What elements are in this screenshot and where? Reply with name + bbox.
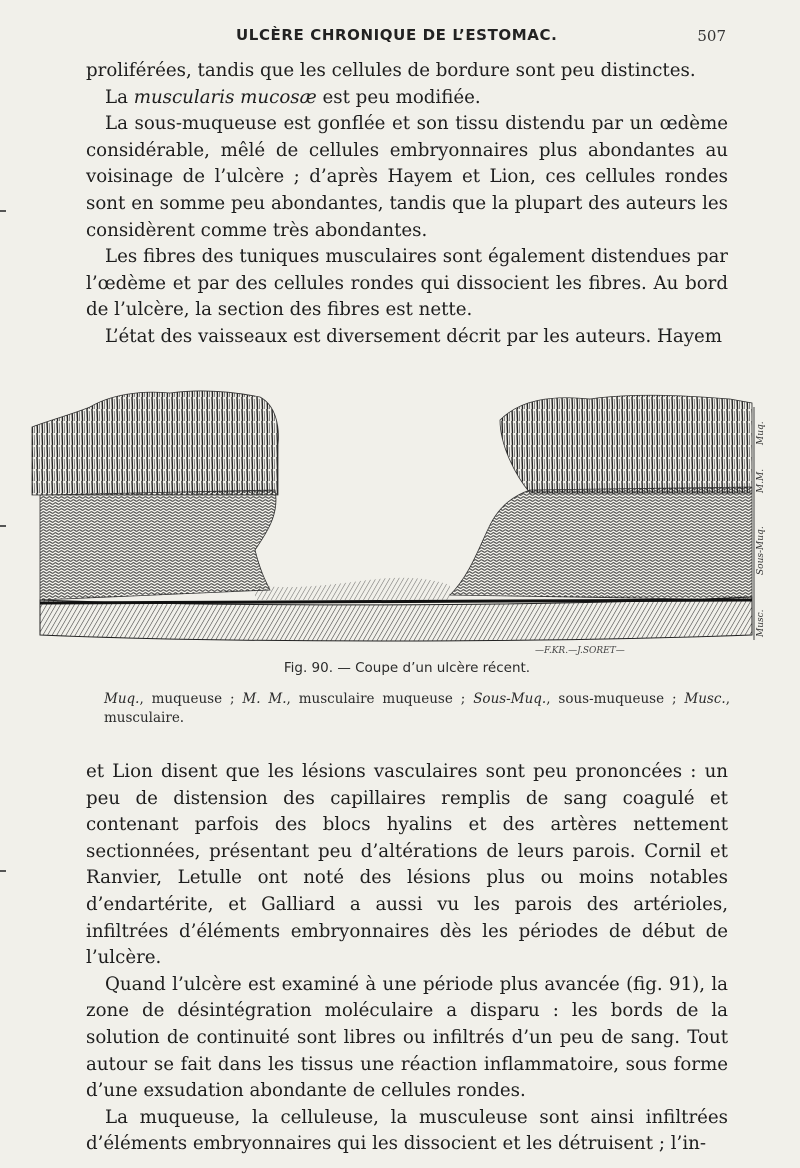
- ulcer-floor: [255, 578, 450, 600]
- left-submucosa: [40, 490, 276, 600]
- margin-mark: [0, 870, 6, 872]
- engraver-signature: —F.KR.—J.SORET—: [535, 646, 625, 656]
- figure-legend: Muq., muqueuse ; M. M., musculaire muqueuse ; Sous-Muq., sous-muqueuse ; Musc., musculaire.: [104, 691, 730, 726]
- paragraph: La muscularis mucosæ est peu modifiée.: [105, 86, 481, 108]
- legend-abbr: Musc.: [684, 691, 726, 707]
- right-submucosa: [450, 487, 752, 600]
- label-sousmuq: Sous-Muq.: [756, 526, 766, 575]
- label-mm: M.M.: [756, 468, 766, 493]
- paragraph: Les fibres des tuniques musculaires sont également distendues par l’œdème et par des cellules rondes qui dissocient les fibres. Au bord de l’ulcère, la section des fibres est nette.: [86, 246, 728, 321]
- right-mucosa: [500, 395, 752, 493]
- ulcer-section-figure: [30, 385, 770, 660]
- bottom-text-block: [86, 759, 728, 1158]
- paragraph: L’état des vaisseaux est diversement décrit par les auteurs. Hayem: [105, 325, 723, 347]
- label-musc: Musc.: [756, 609, 766, 637]
- margin-mark: [0, 525, 6, 527]
- running-title: ULCÈRE CHRONIQUE DE L’ESTOMAC.: [236, 26, 558, 44]
- left-mucosa: [32, 391, 278, 495]
- histology-illustration: [30, 385, 770, 660]
- paragraph: proliférées, tandis que les cellules de bordure sont peu distinctes.: [86, 60, 696, 81]
- page-number: 507: [697, 27, 726, 45]
- legend-abbr: Sous-Muq.: [473, 691, 547, 707]
- page-header: [86, 26, 726, 48]
- legend-abbr: M. M.: [242, 691, 287, 707]
- paragraph: et Lion disent que les lésions vasculaires sont peu prononcées : un peu de distension des capillaires remplis de sang coagulé et contenant parfois des blocs hyalins et des artères nettement sectionnées, présentant peu d’altérations de leurs parois. Cornil et Ranvier, Letulle ont noté des lésions plus ou moins notables d’endartérite, et Galliard a aussi vu les parois des artérioles, infiltrées d’éléments embryonnaires dès les périodes de début de l’ulcère.: [86, 761, 728, 969]
- legend-abbr: Muq.: [104, 691, 140, 707]
- paragraph: Quand l’ulcère est examiné à une période plus avancée (fig. 91), la zone de désintégration moléculaire a disparu : les bords de la solution de continuité sont libres ou infiltrés d’un peu de sang. Tout autour se fait dans les tissus une réaction inflammatoire, sous forme d’une exsudation abondante de cellules rondes.: [86, 973, 728, 1102]
- margin-mark: [0, 210, 6, 212]
- top-text-block: [86, 58, 728, 351]
- label-muq: Muq.: [756, 421, 766, 445]
- figure-caption: Fig. 90. — Coupe d’un ulcère récent.: [283, 660, 531, 676]
- latin-term: muscularis mucosæ: [133, 86, 317, 108]
- paragraph: La sous-muqueuse est gonflée et son tissu distendu par un œdème considérable, mêlé de cellules embryonnaires plus abondantes au voisinage de l’ulcère ; d’après Hayem et Lion, ces cellules rondes sont en somme peu abondantes, tandis que la plupart des auteurs les considèrent comme très abondantes.: [86, 113, 728, 241]
- paragraph: La muqueuse, la celluleuse, la musculeuse sont ainsi infiltrées d’éléments embryonnaires qui les dissocient et les détruisent ; l’in-: [86, 1106, 728, 1155]
